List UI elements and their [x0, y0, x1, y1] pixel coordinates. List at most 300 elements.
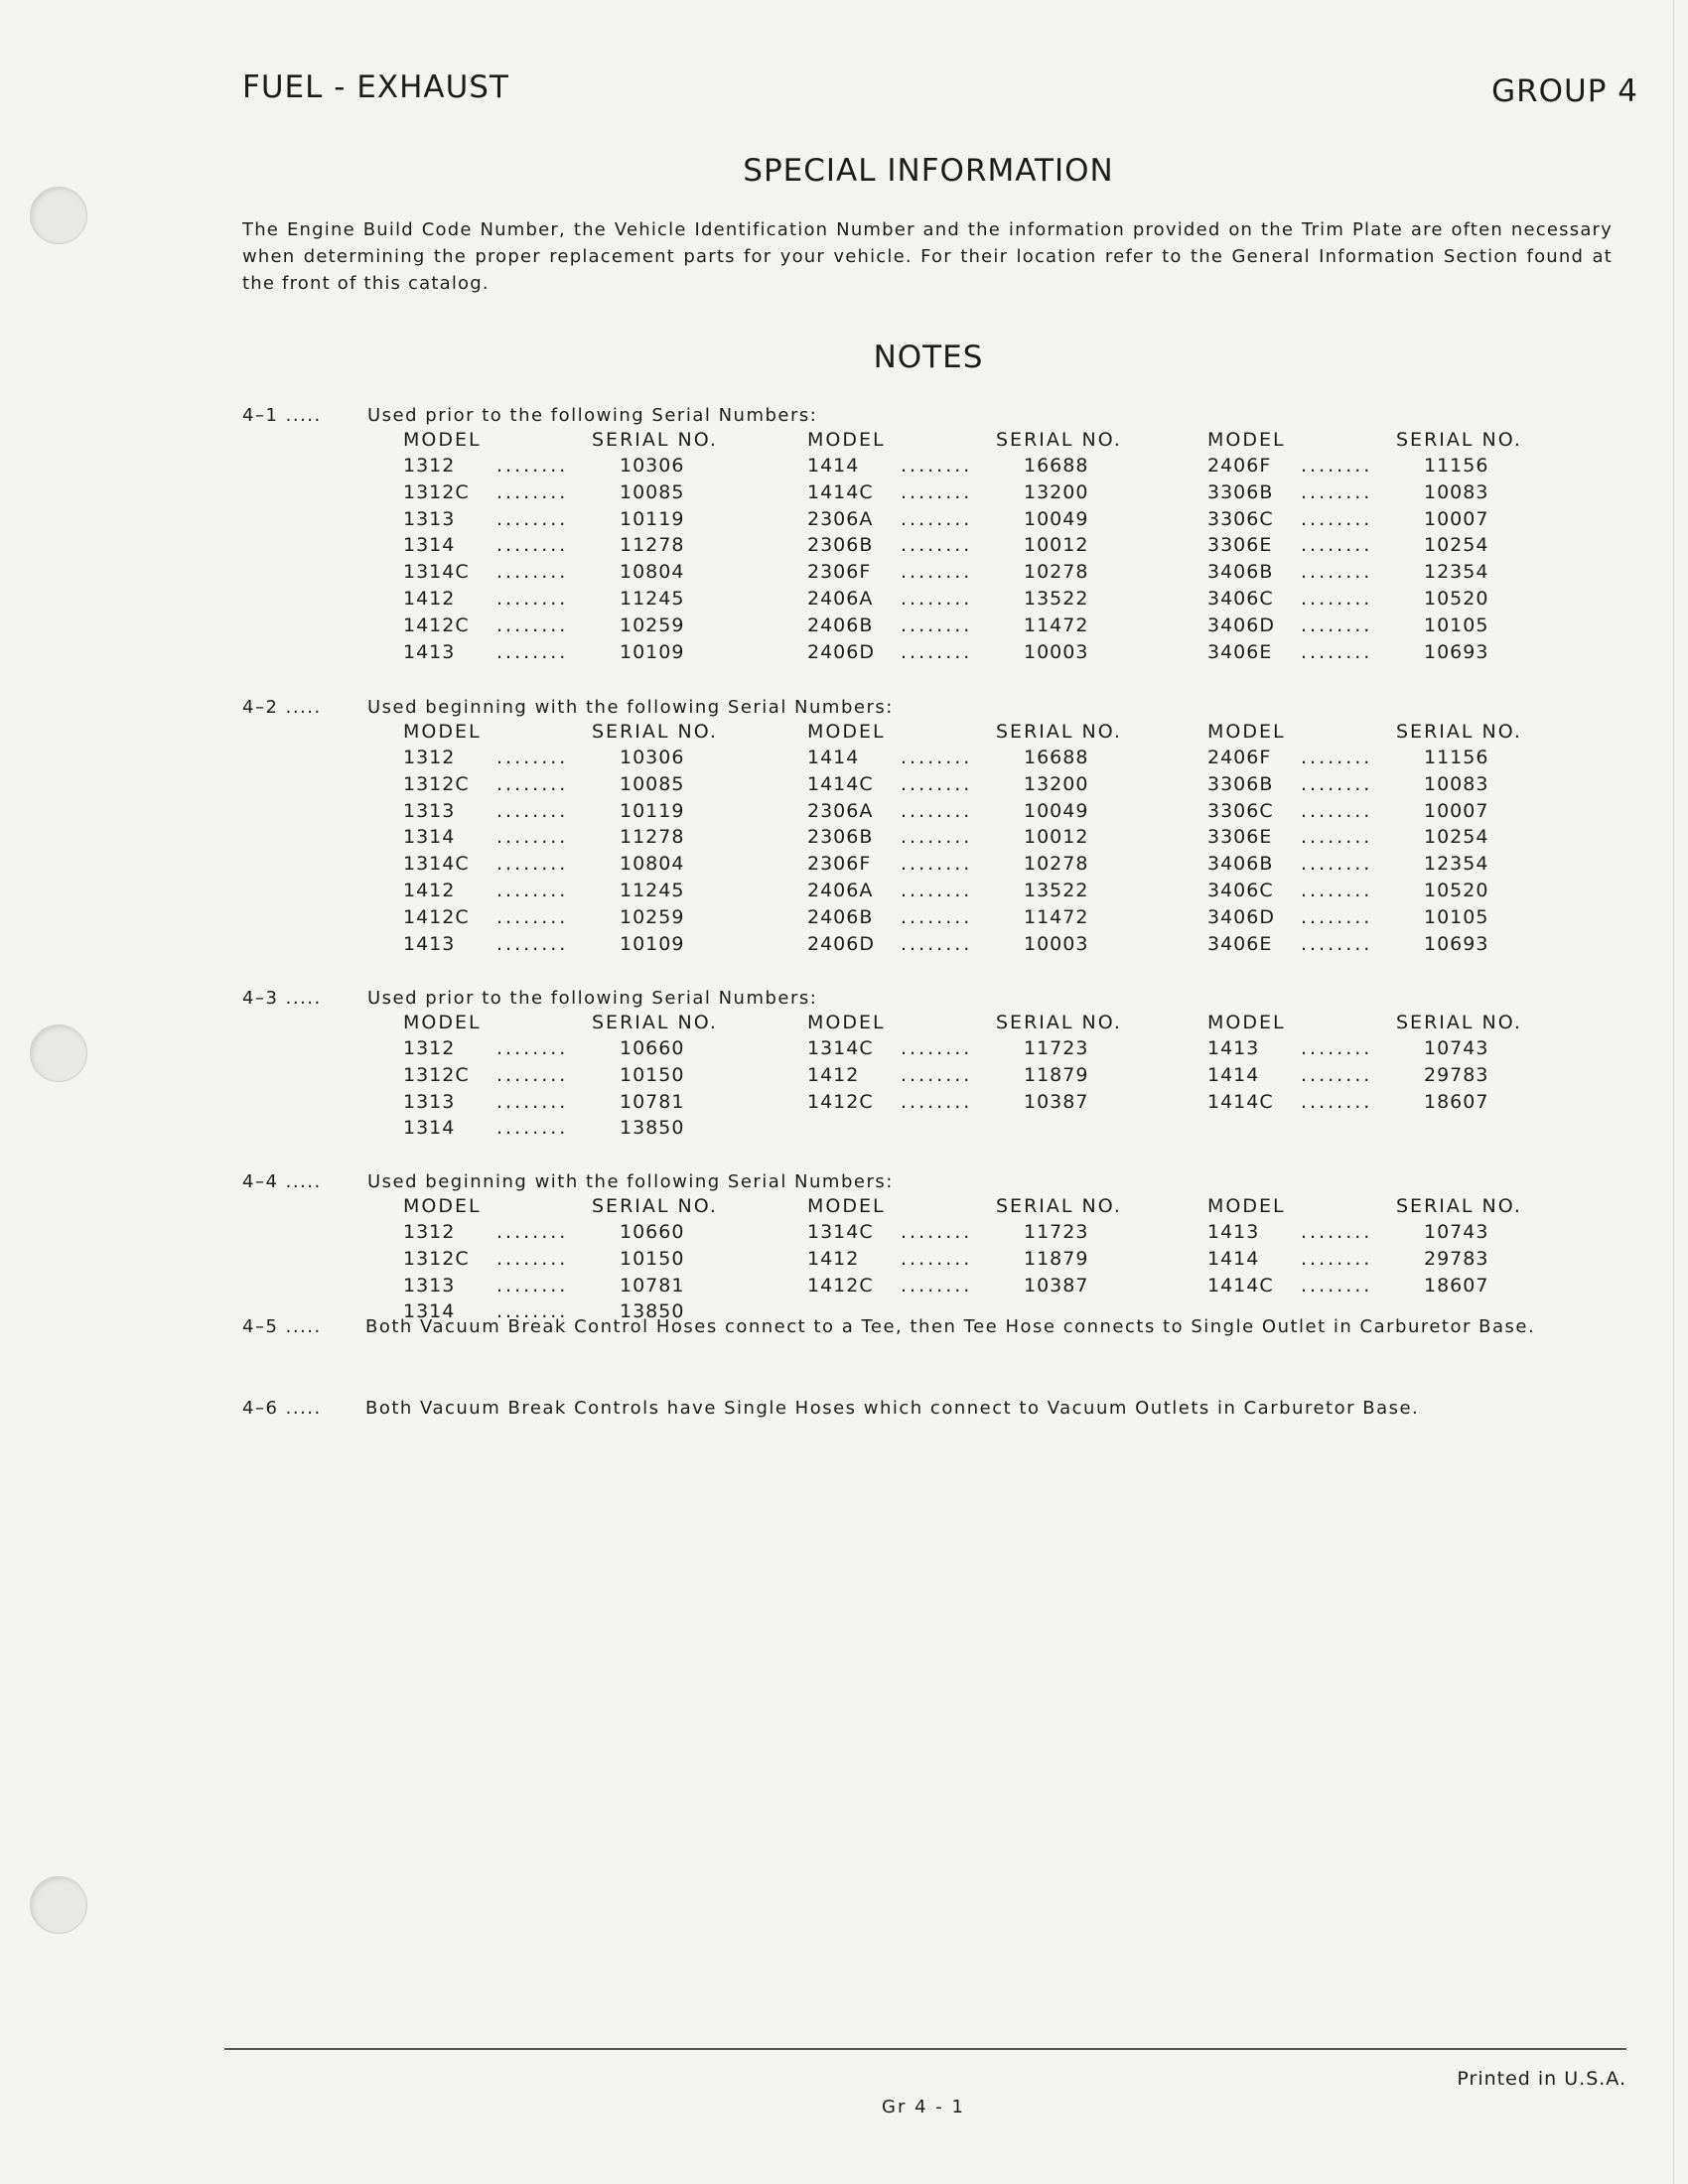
- dot-leader: ........: [901, 1037, 973, 1059]
- model-cell: 3306B: [1207, 480, 1274, 503]
- dot-leader: ........: [496, 1221, 569, 1243]
- page-number: Gr 4 - 1: [882, 2097, 965, 2117]
- special-information-text: The Engine Build Code Number, the Vehicle Identification Number and the information provided on the Trim Plate are often necessary when determining the proper replacement parts for your vehicle. For their location refer to the General Information Section found at the front of this catalog.: [242, 219, 1613, 294]
- dot-leader: ........: [1301, 853, 1373, 876]
- dot-leader: ........: [1301, 799, 1373, 822]
- table-row: [807, 878, 1135, 904]
- column-header-row: [403, 428, 731, 453]
- model-cell: 1312C: [403, 1063, 470, 1086]
- serial-column: [403, 1194, 731, 1325]
- note-heading: [242, 695, 1632, 720]
- table-row: [1207, 613, 1535, 639]
- model-cell: 2406B: [807, 614, 874, 636]
- dot-leader: ........: [496, 1247, 569, 1270]
- table-row: [403, 904, 731, 931]
- model-header: MODEL: [403, 429, 482, 451]
- table-row: [807, 586, 1135, 613]
- note-number: 4–5 .....: [242, 1316, 322, 1337]
- dot-leader: ........: [901, 932, 973, 955]
- serial-cell: 13850: [620, 1300, 685, 1323]
- dot-leader: ........: [1301, 1090, 1373, 1113]
- table-row: [1207, 851, 1535, 878]
- table-row: [1207, 506, 1535, 533]
- special-information-title: SPECIAL INFORMATION: [743, 153, 1114, 189]
- dot-leader: ........: [901, 799, 973, 822]
- serial-cell: 11245: [620, 879, 685, 901]
- dot-leader: ........: [1301, 587, 1373, 610]
- model-cell: 1312: [403, 455, 456, 477]
- note-block: [242, 1169, 1632, 1323]
- table-row: [403, 1035, 731, 1062]
- model-cell: 1412C: [807, 1274, 874, 1297]
- note-number: 4–6 .....: [242, 1398, 322, 1419]
- table-row: [1207, 824, 1535, 851]
- column-header-row: [807, 1194, 1135, 1219]
- note-number: 4–4 .....: [242, 1171, 322, 1192]
- dot-leader: ........: [496, 1300, 569, 1323]
- serial-column: [807, 720, 1135, 957]
- dot-leader: ........: [1301, 932, 1373, 955]
- dot-leader: ........: [1301, 1274, 1373, 1297]
- table-row: [807, 559, 1135, 586]
- table-row: [403, 931, 731, 958]
- model-cell: 1312: [403, 1221, 456, 1243]
- serial-cell: 10306: [620, 455, 685, 477]
- group-label: GROUP 4: [1491, 73, 1638, 109]
- serial-cell: 10012: [1024, 534, 1089, 557]
- table-row: [1207, 1089, 1535, 1116]
- dot-leader: ........: [496, 534, 569, 557]
- table-row: [1207, 532, 1535, 559]
- model-cell: 3306E: [1207, 826, 1273, 849]
- model-cell: 1312: [403, 747, 456, 768]
- table-row: [403, 771, 731, 798]
- serial-cell: 10387: [1024, 1090, 1089, 1113]
- serial-cell: 11472: [1024, 614, 1089, 636]
- serial-cell: 11278: [620, 826, 685, 849]
- table-row: [807, 639, 1135, 666]
- model-header: MODEL: [1207, 1195, 1286, 1217]
- model-cell: 1314: [403, 1300, 456, 1323]
- serial-cell: 10109: [620, 932, 685, 955]
- model-cell: 1312: [403, 1037, 456, 1059]
- note-4-6: [242, 1396, 1563, 1422]
- model-cell: 3406B: [1207, 853, 1274, 876]
- note-4-5: [242, 1314, 1563, 1340]
- serial-cell: 11156: [1424, 455, 1489, 477]
- table-row: [403, 1115, 731, 1142]
- serial-cell: 16688: [1024, 455, 1089, 477]
- column-header-row: [1207, 428, 1535, 453]
- table-row: [1207, 1246, 1535, 1273]
- model-cell: 1414: [807, 747, 860, 768]
- table-row: [403, 453, 731, 479]
- dot-leader: ........: [1301, 1063, 1373, 1086]
- serial-cell: 10387: [1024, 1274, 1089, 1297]
- dot-leader: ........: [496, 879, 569, 901]
- dot-leader: ........: [1301, 772, 1373, 795]
- model-cell: 1312C: [403, 480, 470, 503]
- table-row: [807, 931, 1135, 958]
- serial-cell: 10660: [620, 1221, 685, 1243]
- table-row: [1207, 878, 1535, 904]
- model-header: MODEL: [403, 721, 482, 743]
- serial-cell: 10254: [1424, 534, 1489, 557]
- note-block: [242, 986, 1632, 1140]
- table-row: [1207, 904, 1535, 931]
- serial-cell: 10049: [1024, 799, 1089, 822]
- serial-cell: 12354: [1424, 853, 1489, 876]
- serial-cell: 10049: [1024, 507, 1089, 530]
- serial-cell: 10119: [620, 799, 685, 822]
- dot-leader: ........: [901, 853, 973, 876]
- table-row: [807, 1219, 1135, 1246]
- table-row: [403, 1273, 731, 1299]
- column-header-row: [1207, 720, 1535, 745]
- serial-cell: 18607: [1424, 1274, 1489, 1297]
- table-row: [403, 586, 731, 613]
- model-cell: 1413: [403, 640, 456, 663]
- model-header: MODEL: [1207, 1012, 1286, 1033]
- model-cell: 2306B: [807, 534, 874, 557]
- serial-cell: 10259: [620, 614, 685, 636]
- dot-leader: ........: [901, 1274, 973, 1297]
- model-cell: 1412: [403, 879, 456, 901]
- serial-cell: 11723: [1024, 1037, 1089, 1059]
- table-row: [403, 506, 731, 533]
- serial-cell: 13850: [620, 1117, 685, 1140]
- serial-header: SERIAL NO.: [1396, 1195, 1522, 1217]
- dot-leader: ........: [1301, 507, 1373, 530]
- dot-leader: ........: [496, 455, 569, 477]
- serial-column: [807, 1011, 1135, 1115]
- serial-header: SERIAL NO.: [1396, 1012, 1522, 1033]
- model-cell: 2306F: [807, 853, 872, 876]
- serial-cell: 10012: [1024, 826, 1089, 849]
- table-row: [403, 1089, 731, 1116]
- serial-column: [403, 720, 731, 957]
- dot-leader: ........: [496, 1090, 569, 1113]
- punch-hole-icon: [30, 1024, 87, 1082]
- dot-leader: ........: [496, 507, 569, 530]
- model-cell: 3406E: [1207, 640, 1273, 663]
- serial-cell: 10119: [620, 507, 685, 530]
- dot-leader: ........: [1301, 1221, 1373, 1243]
- model-cell: 1414C: [1207, 1274, 1274, 1297]
- model-cell: 1314C: [807, 1037, 874, 1059]
- table-row: [1207, 639, 1535, 666]
- model-header: MODEL: [1207, 721, 1286, 743]
- dot-leader: ........: [496, 799, 569, 822]
- table-row: [1207, 453, 1535, 479]
- table-row: [403, 1246, 731, 1273]
- table-row: [403, 798, 731, 825]
- table-row: [807, 851, 1135, 878]
- serial-cell: 10520: [1424, 879, 1489, 901]
- dot-leader: ........: [496, 587, 569, 610]
- model-cell: 3306C: [1207, 507, 1274, 530]
- serial-cell: 10306: [620, 747, 685, 768]
- serial-column: [1207, 428, 1535, 665]
- note-heading: [242, 403, 1632, 428]
- model-cell: 2406A: [807, 587, 874, 610]
- dot-leader: ........: [901, 614, 973, 636]
- serial-cell: 10109: [620, 640, 685, 663]
- model-cell: 3406C: [1207, 587, 1274, 610]
- model-cell: 1412: [403, 587, 456, 610]
- section-title: FUEL - EXHAUST: [242, 69, 509, 105]
- model-cell: 1412: [807, 1063, 860, 1086]
- serial-cell: 10007: [1424, 507, 1489, 530]
- dot-leader: ........: [901, 1090, 973, 1113]
- serial-cell: 11472: [1024, 905, 1089, 928]
- serial-cell: 18607: [1424, 1090, 1489, 1113]
- model-header: MODEL: [403, 1195, 482, 1217]
- serial-column: [1207, 1011, 1535, 1115]
- serial-cell: 10520: [1424, 587, 1489, 610]
- dot-leader: ........: [496, 772, 569, 795]
- model-cell: 3406B: [1207, 561, 1274, 584]
- note-heading: [242, 986, 1632, 1011]
- table-row: [403, 559, 731, 586]
- model-cell: 1414: [1207, 1247, 1260, 1270]
- dot-leader: ........: [1301, 1037, 1373, 1059]
- serial-cell: 11879: [1024, 1247, 1089, 1270]
- serial-cell: 10085: [620, 480, 685, 503]
- table-row: [1207, 1062, 1535, 1089]
- model-cell: 1314: [403, 534, 456, 557]
- dot-leader: ........: [901, 534, 973, 557]
- dot-leader: ........: [1301, 747, 1373, 768]
- model-cell: 1414: [1207, 1063, 1260, 1086]
- serial-header: SERIAL NO.: [592, 429, 718, 451]
- note-text: Used prior to the following Serial Numbers:: [367, 988, 818, 1009]
- dot-leader: ........: [496, 640, 569, 663]
- serial-cell: 11879: [1024, 1063, 1089, 1086]
- serial-cell: 13522: [1024, 879, 1089, 901]
- model-cell: 3306E: [1207, 534, 1273, 557]
- dot-leader: ........: [1301, 1247, 1373, 1270]
- model-header: MODEL: [807, 429, 886, 451]
- table-row: [403, 824, 731, 851]
- dot-leader: ........: [1301, 640, 1373, 663]
- table-row: [1207, 1273, 1535, 1299]
- dot-leader: ........: [901, 507, 973, 530]
- model-cell: 1414C: [1207, 1090, 1274, 1113]
- serial-column: [403, 428, 731, 665]
- serial-cell: 10085: [620, 772, 685, 795]
- serial-header: SERIAL NO.: [592, 1195, 718, 1217]
- dot-leader: ........: [496, 826, 569, 849]
- serial-cell: 13522: [1024, 587, 1089, 610]
- model-cell: 3406D: [1207, 905, 1275, 928]
- table-row: [403, 479, 731, 506]
- dot-leader: ........: [1301, 879, 1373, 901]
- note-block: [242, 403, 1632, 663]
- model-cell: 2306F: [807, 561, 872, 584]
- model-cell: 1313: [403, 507, 456, 530]
- dot-leader: ........: [1301, 905, 1373, 928]
- table-row: [807, 1273, 1135, 1299]
- dot-leader: ........: [1301, 534, 1373, 557]
- serial-column: [1207, 720, 1535, 957]
- table-row: [403, 1219, 731, 1246]
- model-cell: 2406D: [807, 640, 875, 663]
- serial-cell: 11723: [1024, 1221, 1089, 1243]
- table-row: [1207, 745, 1535, 771]
- note-text: Used beginning with the following Serial Numbers:: [367, 1171, 894, 1192]
- model-cell: 1314C: [403, 561, 470, 584]
- dot-leader: ........: [496, 1274, 569, 1297]
- model-cell: 1314C: [807, 1221, 874, 1243]
- dot-leader: ........: [901, 640, 973, 663]
- model-header: MODEL: [1207, 429, 1286, 451]
- dot-leader: ........: [901, 480, 973, 503]
- note-text: Both Vacuum Break Controls have Single Hoses which connect to Vacuum Outlets in Carburetor Base.: [365, 1398, 1420, 1419]
- note-text: Used beginning with the following Serial Numbers:: [367, 697, 894, 718]
- model-cell: 1414C: [807, 772, 874, 795]
- serial-cell: 10083: [1424, 480, 1489, 503]
- notes-title: NOTES: [873, 340, 984, 375]
- serial-column: [403, 1011, 731, 1142]
- table-row: [1207, 479, 1535, 506]
- serial-cell: 11278: [620, 534, 685, 557]
- model-cell: 3306C: [1207, 799, 1274, 822]
- model-cell: 1313: [403, 1274, 456, 1297]
- dot-leader: ........: [496, 561, 569, 584]
- dot-leader: ........: [1301, 826, 1373, 849]
- model-cell: 2406B: [807, 905, 874, 928]
- note-number: 4–1 .....: [242, 405, 322, 426]
- page-edge: [1673, 0, 1674, 2184]
- column-header-row: [403, 1011, 731, 1035]
- column-header-row: [807, 428, 1135, 453]
- dot-leader: ........: [496, 1117, 569, 1140]
- dot-leader: ........: [496, 480, 569, 503]
- punch-hole-icon: [30, 187, 87, 244]
- serial-cell: 29783: [1424, 1247, 1489, 1270]
- table-row: [403, 851, 731, 878]
- serial-header: SERIAL NO.: [1396, 721, 1522, 743]
- model-cell: 3306B: [1207, 772, 1274, 795]
- column-header-row: [403, 720, 731, 745]
- dot-leader: ........: [901, 1221, 973, 1243]
- table-row: [807, 771, 1135, 798]
- model-cell: 2306B: [807, 826, 874, 849]
- dot-leader: ........: [901, 561, 973, 584]
- note-text: Both Vacuum Break Control Hoses connect to a Tee, then Tee Hose connects to Single Outlet in Carburetor Base.: [365, 1316, 1536, 1337]
- serial-cell: 10743: [1424, 1037, 1489, 1059]
- serial-cell: 11156: [1424, 747, 1489, 768]
- note-text: Used prior to the following Serial Numbers:: [367, 405, 818, 426]
- model-cell: 1413: [1207, 1037, 1260, 1059]
- model-cell: 1313: [403, 1090, 456, 1113]
- table-row: [403, 878, 731, 904]
- model-cell: 2406F: [1207, 747, 1272, 768]
- serial-header: SERIAL NO.: [592, 1012, 718, 1033]
- serial-header: SERIAL NO.: [996, 1012, 1122, 1033]
- dot-leader: ........: [901, 772, 973, 795]
- punch-hole-icon: [30, 1876, 87, 1934]
- serial-cell: 10743: [1424, 1221, 1489, 1243]
- model-cell: 1314: [403, 826, 456, 849]
- table-row: [403, 639, 731, 666]
- table-row: [807, 1246, 1135, 1273]
- dot-leader: ........: [901, 747, 973, 768]
- note-heading: [242, 1169, 1632, 1194]
- model-cell: 1414: [807, 455, 860, 477]
- dot-leader: ........: [1301, 480, 1373, 503]
- column-header-row: [403, 1194, 731, 1219]
- serial-cell: 10259: [620, 905, 685, 928]
- table-row: [1207, 771, 1535, 798]
- table-row: [1207, 931, 1535, 958]
- dot-leader: ........: [901, 1063, 973, 1086]
- dot-leader: ........: [496, 1063, 569, 1086]
- dot-leader: ........: [496, 614, 569, 636]
- serial-column: [807, 428, 1135, 665]
- serial-header: SERIAL NO.: [1396, 429, 1522, 451]
- model-cell: 1312C: [403, 1247, 470, 1270]
- serial-cell: 10007: [1424, 799, 1489, 822]
- table-row: [1207, 798, 1535, 825]
- dot-leader: ........: [901, 879, 973, 901]
- serial-header: SERIAL NO.: [996, 721, 1122, 743]
- model-header: MODEL: [807, 1012, 886, 1033]
- model-cell: 1412C: [403, 905, 470, 928]
- serial-cell: 10150: [620, 1063, 685, 1086]
- serial-column: [807, 1194, 1135, 1298]
- table-row: [403, 532, 731, 559]
- serial-cell: 10003: [1024, 640, 1089, 663]
- table-row: [807, 1062, 1135, 1089]
- dot-leader: ........: [496, 853, 569, 876]
- dot-leader: ........: [901, 1247, 973, 1270]
- dot-leader: ........: [901, 455, 973, 477]
- model-cell: 1413: [1207, 1221, 1260, 1243]
- table-row: [807, 745, 1135, 771]
- model-cell: 2306A: [807, 799, 874, 822]
- serial-cell: 12354: [1424, 561, 1489, 584]
- note-block: [242, 695, 1632, 955]
- model-cell: 2406A: [807, 879, 874, 901]
- table-row: [1207, 559, 1535, 586]
- serial-column: [1207, 1194, 1535, 1298]
- dot-leader: ........: [496, 747, 569, 768]
- model-header: MODEL: [807, 721, 886, 743]
- table-row: [1207, 1219, 1535, 1246]
- serial-cell: 10804: [620, 561, 685, 584]
- model-cell: 2306A: [807, 507, 874, 530]
- model-cell: 1413: [403, 932, 456, 955]
- dot-leader: ........: [496, 905, 569, 928]
- table-row: [1207, 1035, 1535, 1062]
- serial-cell: 10660: [620, 1037, 685, 1059]
- model-cell: 3406C: [1207, 879, 1274, 901]
- serial-cell: 16688: [1024, 747, 1089, 768]
- table-row: [807, 904, 1135, 931]
- serial-cell: 10278: [1024, 853, 1089, 876]
- model-cell: 1412C: [403, 614, 470, 636]
- serial-cell: 10693: [1424, 932, 1489, 955]
- footer-rule: [224, 2048, 1626, 2050]
- column-header-row: [807, 720, 1135, 745]
- dot-leader: ........: [901, 587, 973, 610]
- table-row: [807, 824, 1135, 851]
- table-row: [807, 506, 1135, 533]
- model-cell: 3406E: [1207, 932, 1273, 955]
- note-number: 4–2 .....: [242, 697, 322, 718]
